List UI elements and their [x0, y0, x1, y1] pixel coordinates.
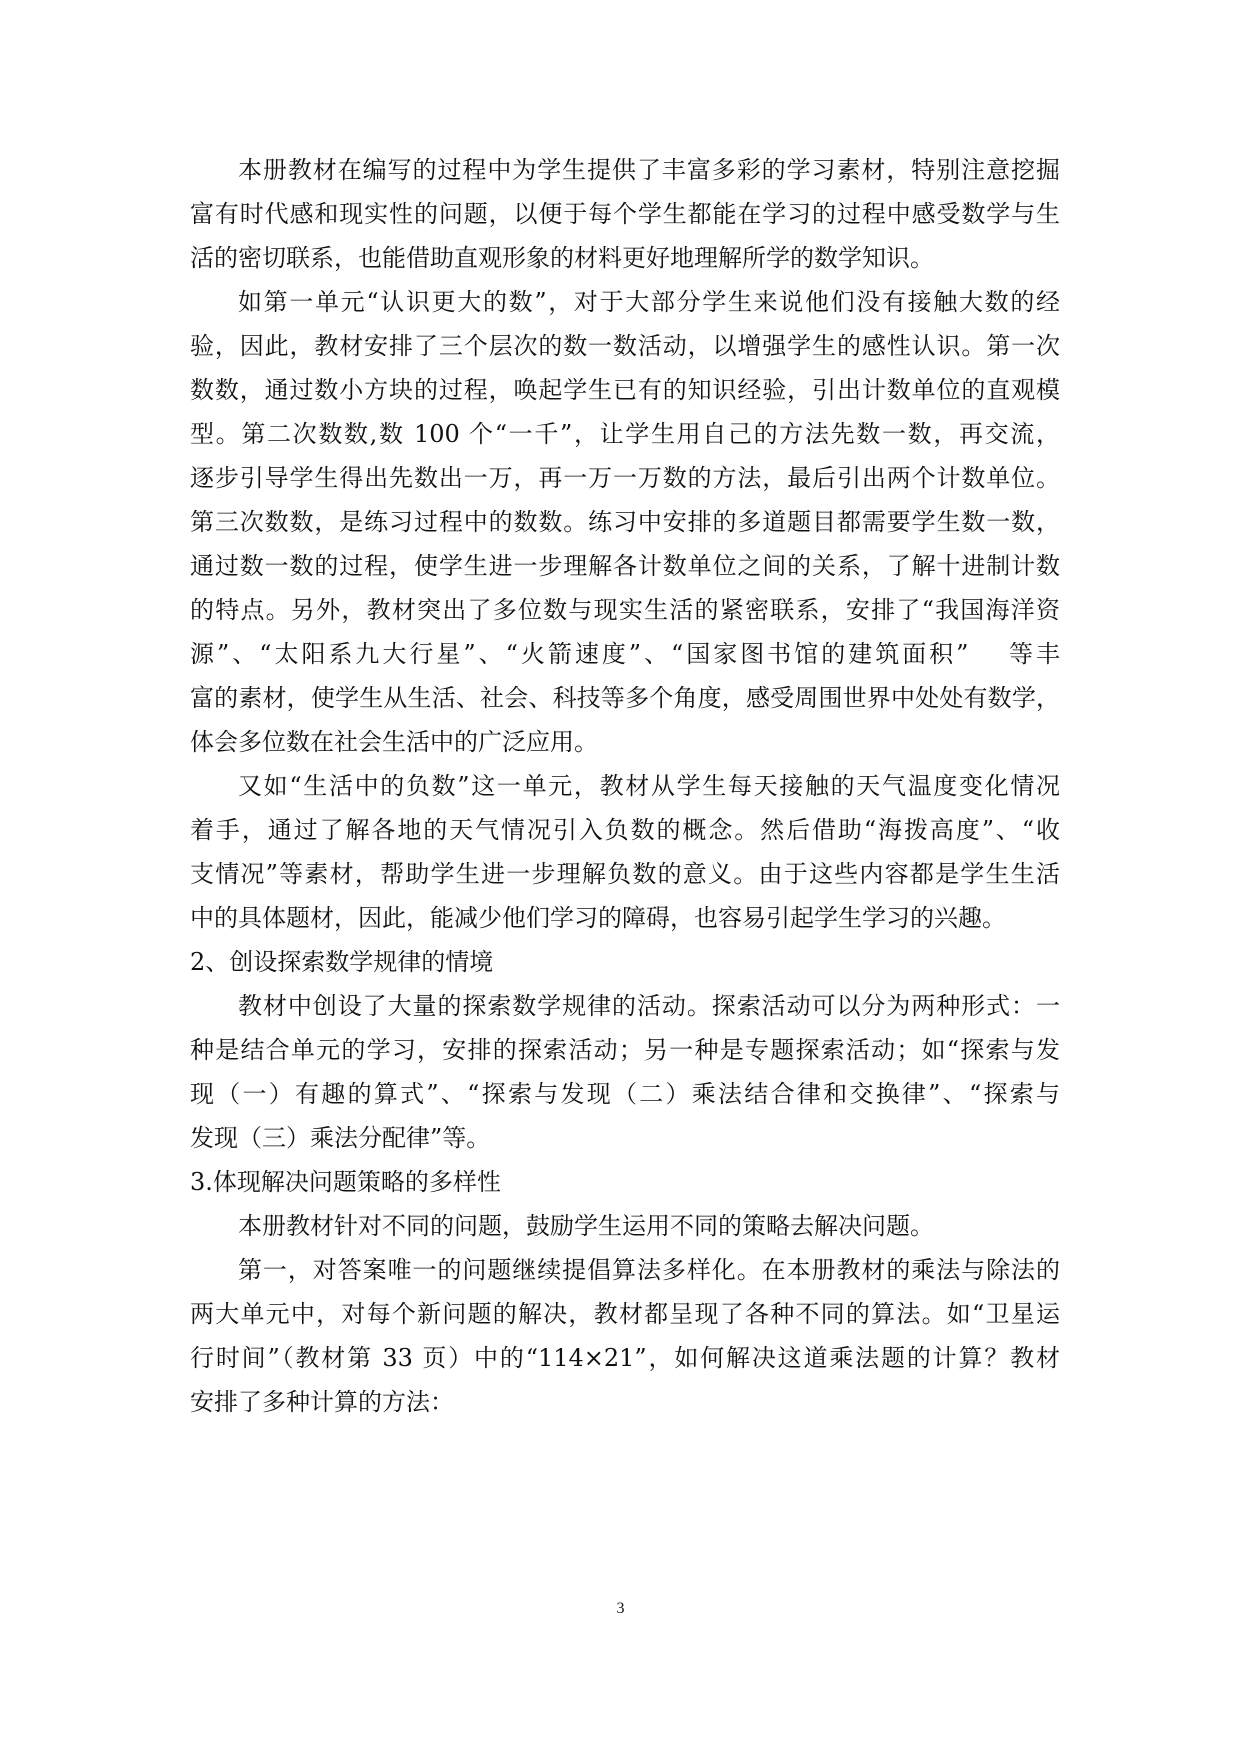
- text-line: 教材中创设了大量的探索数学规律的活动。探索活动可以分为两种形式：一: [238, 992, 1060, 1020]
- text-line: 通过数一数的过程，使学生进一步理解各计数单位之间的关系，了解十进制计数: [190, 552, 1060, 580]
- text-line: 活的密切联系，也能借助直观形象的材料更好地理解所学的数学知识。: [190, 244, 934, 272]
- text-line: 现（一）有趣的算式”、“探索与发现（二）乘法结合律和交换律”、“探索与: [190, 1080, 1060, 1108]
- text-line: 本册教材针对不同的问题，鼓励学生运用不同的策略去解决问题。: [238, 1212, 934, 1240]
- section-heading: 2、创设探索数学规律的情境: [190, 948, 494, 976]
- page-number: 3: [616, 1600, 625, 1617]
- text-line: 支情况”等素材，帮助学生进一步理解负数的意义。由于这些内容都是学生生活: [190, 860, 1060, 888]
- text-line: 验，因此，教材安排了三个层次的数一数活动，以增强学生的感性认识。第一次: [190, 332, 1060, 360]
- text-line: 型。第二次数数,数 100 个“一千”，让学生用自己的方法先数一数，再交流，: [190, 420, 1060, 448]
- text-line: 富有时代感和现实性的问题，以便于每个学生都能在学习的过程中感受数学与生: [190, 200, 1060, 228]
- text-line: 逐步引导学生得出先数出一万，再一万一万数的方法，最后引出两个计数单位。: [190, 464, 1060, 492]
- text-line: 安排了多种计算的方法：: [190, 1388, 454, 1416]
- text-line: 着手，通过了解各地的天气情况引入负数的概念。然后借助“海拨高度”、“收: [190, 816, 1060, 844]
- text-line: 发现（三）乘法分配律”等。: [190, 1124, 491, 1152]
- text-line: 数数，通过数小方块的过程，唤起学生已有的知识经验，引出计数单位的直观模: [190, 376, 1060, 404]
- text-line: 两大单元中，对每个新问题的解决，教材都呈现了各种不同的算法。如“卫星运: [190, 1300, 1060, 1328]
- text-line: 种是结合单元的学习，安排的探索活动；另一种是专题探索活动；如“探索与发: [190, 1036, 1060, 1064]
- text-line: 第三次数数，是练习过程中的数数。练习中安排的多道题目都需要学生数一数，: [190, 508, 1060, 536]
- text-line: 本册教材在编写的过程中为学生提供了丰富多彩的学习素材，特别注意挖掘: [238, 156, 1060, 184]
- text-line: 行时间”（教材第 33 页）中的“114×21”，如何解决这道乘法题的计算？教材: [190, 1344, 1060, 1372]
- text-line: 如第一单元“认识更大的数”，对于大部分学生来说他们没有接触大数的经: [238, 288, 1060, 316]
- text-line: 源”、“太阳系九大行星”、“火箭速度”、“国家图书馆的建筑面积” 等丰: [190, 640, 1060, 668]
- text-line: 的特点。另外，教材突出了多位数与现实生活的紧密联系，安排了“我国海洋资: [190, 596, 1060, 624]
- text-line: 富的素材，使学生从生活、社会、科技等多个角度，感受周围世界中处处有数学，: [190, 684, 1060, 712]
- text-line: 又如“生活中的负数”这一单元，教材从学生每天接触的天气温度变化情况: [238, 772, 1060, 800]
- text-line: 中的具体题材，因此，能减少他们学习的障碍，也容易引起学生学习的兴趣。: [190, 904, 1006, 932]
- text-line: 体会多位数在社会生活中的广泛应用。: [190, 728, 598, 756]
- section-heading: 3.体现解决问题策略的多样性: [190, 1168, 501, 1196]
- text-line: 第一，对答案唯一的问题继续提倡算法多样化。在本册教材的乘法与除法的: [238, 1256, 1060, 1284]
